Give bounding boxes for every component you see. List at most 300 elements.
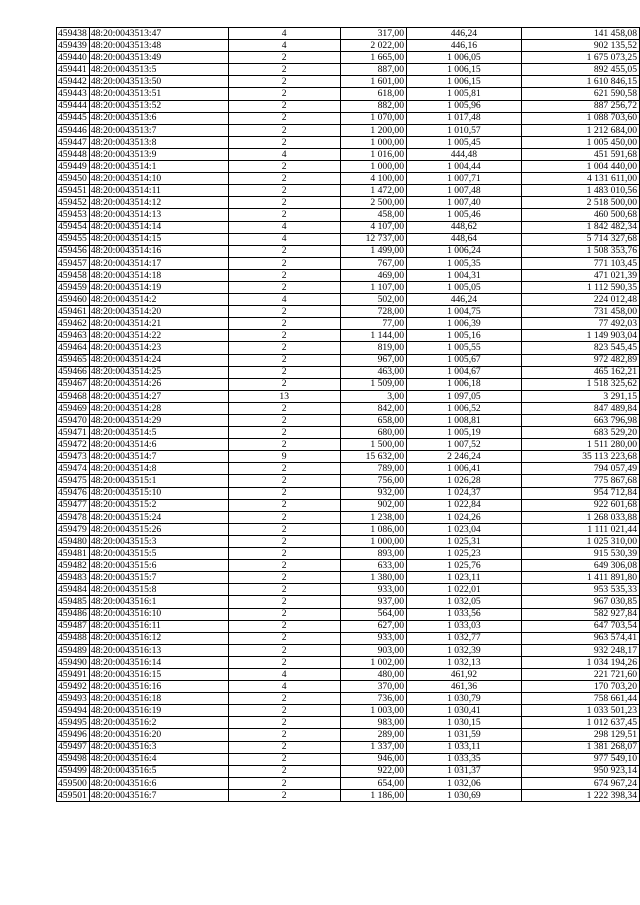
row-number-cell: 459467: [57, 378, 90, 390]
specific-value-cell: 1 033,35: [407, 753, 522, 765]
cadastral-value-cell: 1 025 310,00: [521, 535, 639, 547]
area-cell: 15 632,00: [340, 451, 406, 463]
cadastral-number-cell: 48:20:0043516:10: [89, 608, 228, 620]
row-number-cell: 459454: [57, 221, 90, 233]
category-code-cell: 2: [228, 76, 340, 88]
table-body: [57, 28, 640, 802]
specific-value-cell: 1 032,06: [407, 777, 522, 789]
table-row: [57, 148, 640, 160]
area-cell: 819,00: [340, 342, 406, 354]
cadastral-number-cell: 48:20:0043513:7: [89, 124, 228, 136]
area-cell: 882,00: [340, 100, 406, 112]
row-number-cell: 459459: [57, 281, 90, 293]
area-cell: 756,00: [340, 475, 406, 487]
specific-value-cell: 1 025,23: [407, 548, 522, 560]
cadastral-number-cell: 48:20:0043513:48: [89, 40, 228, 52]
row-number-cell: 459493: [57, 693, 90, 705]
area-cell: 937,00: [340, 596, 406, 608]
row-number-cell: 459452: [57, 197, 90, 209]
category-code-cell: 2: [228, 318, 340, 330]
area-cell: 1 070,00: [340, 112, 406, 124]
specific-value-cell: 1 004,67: [407, 366, 522, 378]
row-number-cell: 459443: [57, 88, 90, 100]
table-row: [57, 378, 640, 390]
category-code-cell: 2: [228, 693, 340, 705]
row-number-cell: 459498: [57, 753, 90, 765]
table-row: [57, 487, 640, 499]
area-cell: 317,00: [340, 28, 406, 40]
category-code-cell: 2: [228, 584, 340, 596]
specific-value-cell: 1 022,01: [407, 584, 522, 596]
specific-value-cell: 1 006,52: [407, 402, 522, 414]
specific-value-cell: 1 004,44: [407, 161, 522, 173]
cadastral-number-cell: 48:20:0043516:14: [89, 656, 228, 668]
specific-value-cell: 1 007,71: [407, 173, 522, 185]
category-code-cell: 2: [228, 366, 340, 378]
specific-value-cell: 1 030,41: [407, 705, 522, 717]
table-row: [57, 681, 640, 693]
category-code-cell: 2: [228, 596, 340, 608]
row-number-cell: 459478: [57, 511, 90, 523]
cadastral-number-cell: 48:20:0043515:5: [89, 548, 228, 560]
specific-value-cell: 2 246,24: [407, 451, 522, 463]
row-number-cell: 459451: [57, 185, 90, 197]
table-row: [57, 596, 640, 608]
specific-value-cell: 1 031,37: [407, 765, 522, 777]
table-row: [57, 257, 640, 269]
table-row: [57, 584, 640, 596]
table-row: [57, 765, 640, 777]
area-cell: 1 380,00: [340, 572, 406, 584]
area-cell: 767,00: [340, 257, 406, 269]
specific-value-cell: 1 006,24: [407, 245, 522, 257]
category-code-cell: 2: [228, 463, 340, 475]
cadastral-value-cell: 2 518 500,00: [521, 197, 639, 209]
table-row: [57, 233, 640, 245]
cadastral-value-cell: 972 482,89: [521, 354, 639, 366]
area-cell: 1 509,00: [340, 378, 406, 390]
cadastral-value-cell: 823 545,45: [521, 342, 639, 354]
specific-value-cell: 1 032,39: [407, 644, 522, 656]
row-number-cell: 459458: [57, 269, 90, 281]
category-code-cell: 2: [228, 306, 340, 318]
specific-value-cell: 1 032,05: [407, 596, 522, 608]
category-code-cell: 2: [228, 173, 340, 185]
cadastral-value-cell: 1 511 280,00: [521, 439, 639, 451]
cadastral-value-cell: 1 149 903,04: [521, 330, 639, 342]
specific-value-cell: 461,36: [407, 681, 522, 693]
category-code-cell: 2: [228, 717, 340, 729]
row-number-cell: 459479: [57, 523, 90, 535]
cadastral-value-cell: 963 574,41: [521, 632, 639, 644]
area-cell: 1 499,00: [340, 245, 406, 257]
category-code-cell: 2: [228, 644, 340, 656]
cadastral-value-cell: 1 842 482,34: [521, 221, 639, 233]
category-code-cell: 4: [228, 221, 340, 233]
area-cell: 903,00: [340, 644, 406, 656]
specific-value-cell: 1 017,48: [407, 112, 522, 124]
specific-value-cell: 1 033,11: [407, 741, 522, 753]
cadastral-value-table: [56, 27, 640, 802]
area-cell: 480,00: [340, 668, 406, 680]
cadastral-number-cell: 48:20:0043513:50: [89, 76, 228, 88]
cadastral-number-cell: 48:20:0043514:26: [89, 378, 228, 390]
cadastral-value-cell: 1 012 637,45: [521, 717, 639, 729]
cadastral-value-cell: 892 455,05: [521, 64, 639, 76]
table-row: [57, 354, 640, 366]
row-number-cell: 459473: [57, 451, 90, 463]
table-row: [57, 608, 640, 620]
row-number-cell: 459446: [57, 124, 90, 136]
cadastral-number-cell: 48:20:0043514:14: [89, 221, 228, 233]
table-row: [57, 209, 640, 221]
table-row: [57, 439, 640, 451]
area-cell: 4 100,00: [340, 173, 406, 185]
table-row: [57, 342, 640, 354]
area-cell: 789,00: [340, 463, 406, 475]
category-code-cell: 4: [228, 681, 340, 693]
area-cell: 1 003,00: [340, 705, 406, 717]
cadastral-value-cell: 758 661,44: [521, 693, 639, 705]
table-row: [57, 475, 640, 487]
cadastral-number-cell: 48:20:0043513:52: [89, 100, 228, 112]
category-code-cell: 2: [228, 269, 340, 281]
area-cell: 1 000,00: [340, 136, 406, 148]
category-code-cell: 2: [228, 342, 340, 354]
row-number-cell: 459500: [57, 777, 90, 789]
table-row: [57, 717, 640, 729]
cadastral-value-cell: 221 721,60: [521, 668, 639, 680]
category-code-cell: 2: [228, 378, 340, 390]
row-number-cell: 459501: [57, 789, 90, 801]
row-number-cell: 459476: [57, 487, 90, 499]
category-code-cell: 4: [228, 668, 340, 680]
table-row: [57, 463, 640, 475]
row-number-cell: 459462: [57, 318, 90, 330]
table-row: [57, 281, 640, 293]
specific-value-cell: 1 024,37: [407, 487, 522, 499]
specific-value-cell: 1 031,59: [407, 729, 522, 741]
area-cell: 1 601,00: [340, 76, 406, 88]
row-number-cell: 459492: [57, 681, 90, 693]
specific-value-cell: 1 006,15: [407, 76, 522, 88]
cadastral-number-cell: 48:20:0043514:27: [89, 390, 228, 402]
table-row: [57, 366, 640, 378]
area-cell: 3,00: [340, 390, 406, 402]
cadastral-number-cell: 48:20:0043516:7: [89, 789, 228, 801]
row-number-cell: 459489: [57, 644, 90, 656]
specific-value-cell: 448,62: [407, 221, 522, 233]
cadastral-value-cell: 771 103,45: [521, 257, 639, 269]
row-number-cell: 459457: [57, 257, 90, 269]
cadastral-number-cell: 48:20:0043514:16: [89, 245, 228, 257]
cadastral-value-cell: 1 518 325,62: [521, 378, 639, 390]
specific-value-cell: 1 032,77: [407, 632, 522, 644]
specific-value-cell: 1 006,15: [407, 64, 522, 76]
area-cell: 728,00: [340, 306, 406, 318]
row-number-cell: 459455: [57, 233, 90, 245]
cadastral-number-cell: 48:20:0043516:3: [89, 741, 228, 753]
specific-value-cell: 1 007,52: [407, 439, 522, 451]
specific-value-cell: 1 004,31: [407, 269, 522, 281]
cadastral-value-cell: 932 248,17: [521, 644, 639, 656]
cadastral-number-cell: 48:20:0043513:51: [89, 88, 228, 100]
specific-value-cell: 1 006,39: [407, 318, 522, 330]
row-number-cell: 459496: [57, 729, 90, 741]
area-cell: 1 000,00: [340, 161, 406, 173]
table-row: [57, 269, 640, 281]
cadastral-number-cell: 48:20:0043513:49: [89, 52, 228, 64]
row-number-cell: 459497: [57, 741, 90, 753]
cadastral-number-cell: 48:20:0043515:8: [89, 584, 228, 596]
specific-value-cell: 1 030,69: [407, 789, 522, 801]
table-row: [57, 535, 640, 547]
row-number-cell: 459484: [57, 584, 90, 596]
category-code-cell: 4: [228, 233, 340, 245]
category-code-cell: 2: [228, 88, 340, 100]
table-row: [57, 632, 640, 644]
cadastral-value-cell: 5 714 327,68: [521, 233, 639, 245]
table-row: [57, 427, 640, 439]
table-row: [57, 572, 640, 584]
specific-value-cell: 1 023,04: [407, 523, 522, 535]
cadastral-number-cell: 48:20:0043516:20: [89, 729, 228, 741]
cadastral-value-cell: 967 030,85: [521, 596, 639, 608]
cadastral-number-cell: 48:20:0043516:1: [89, 596, 228, 608]
specific-value-cell: 1 005,55: [407, 342, 522, 354]
specific-value-cell: 446,24: [407, 294, 522, 306]
area-cell: 1 186,00: [340, 789, 406, 801]
category-code-cell: 2: [228, 197, 340, 209]
category-code-cell: 2: [228, 124, 340, 136]
row-number-cell: 459439: [57, 40, 90, 52]
category-code-cell: 2: [228, 136, 340, 148]
category-code-cell: 2: [228, 257, 340, 269]
row-number-cell: 459461: [57, 306, 90, 318]
area-cell: 946,00: [340, 753, 406, 765]
cadastral-value-cell: 731 458,00: [521, 306, 639, 318]
table-row: [57, 656, 640, 668]
specific-value-cell: 1 023,11: [407, 572, 522, 584]
table-row: [57, 390, 640, 402]
row-number-cell: 459448: [57, 148, 90, 160]
category-code-cell: 2: [228, 439, 340, 451]
cadastral-value-cell: 621 590,58: [521, 88, 639, 100]
area-cell: 902,00: [340, 499, 406, 511]
cadastral-number-cell: 48:20:0043515:6: [89, 560, 228, 572]
specific-value-cell: 1 004,75: [407, 306, 522, 318]
cadastral-value-cell: 794 057,49: [521, 463, 639, 475]
area-cell: 658,00: [340, 415, 406, 427]
row-number-cell: 459466: [57, 366, 90, 378]
category-code-cell: 2: [228, 572, 340, 584]
area-cell: 1 000,00: [340, 535, 406, 547]
cadastral-value-cell: 1 483 010,56: [521, 185, 639, 197]
table-row: [57, 197, 640, 209]
cadastral-number-cell: 48:20:0043514:17: [89, 257, 228, 269]
cadastral-number-cell: 48:20:0043516:15: [89, 668, 228, 680]
category-code-cell: 9: [228, 451, 340, 463]
specific-value-cell: 1 024,26: [407, 511, 522, 523]
table-row: [57, 88, 640, 100]
category-code-cell: 2: [228, 245, 340, 257]
cadastral-value-cell: 649 306,08: [521, 560, 639, 572]
table-row: [57, 28, 640, 40]
category-code-cell: 2: [228, 427, 340, 439]
cadastral-number-cell: 48:20:0043514:25: [89, 366, 228, 378]
cadastral-number-cell: 48:20:0043515:26: [89, 523, 228, 535]
cadastral-number-cell: 48:20:0043515:2: [89, 499, 228, 511]
cadastral-number-cell: 48:20:0043516:6: [89, 777, 228, 789]
row-number-cell: 459481: [57, 548, 90, 560]
area-cell: 627,00: [340, 620, 406, 632]
cadastral-number-cell: 48:20:0043516:5: [89, 765, 228, 777]
category-code-cell: 2: [228, 499, 340, 511]
area-cell: 633,00: [340, 560, 406, 572]
specific-value-cell: 461,92: [407, 668, 522, 680]
category-code-cell: 2: [228, 705, 340, 717]
row-number-cell: 459442: [57, 76, 90, 88]
area-cell: 2 500,00: [340, 197, 406, 209]
specific-value-cell: 1 005,81: [407, 88, 522, 100]
category-code-cell: 2: [228, 560, 340, 572]
area-cell: 469,00: [340, 269, 406, 281]
table-row: [57, 560, 640, 572]
cadastral-number-cell: 48:20:0043514:10: [89, 173, 228, 185]
cadastral-value-cell: 35 113 223,68: [521, 451, 639, 463]
table-row: [57, 499, 640, 511]
table-row: [57, 294, 640, 306]
row-number-cell: 459470: [57, 415, 90, 427]
cadastral-number-cell: 48:20:0043514:21: [89, 318, 228, 330]
cadastral-value-cell: 1 005 450,00: [521, 136, 639, 148]
specific-value-cell: 1 005,46: [407, 209, 522, 221]
area-cell: 77,00: [340, 318, 406, 330]
cadastral-value-cell: 224 012,48: [521, 294, 639, 306]
area-cell: 680,00: [340, 427, 406, 439]
area-cell: 1 086,00: [340, 523, 406, 535]
specific-value-cell: 1 005,19: [407, 427, 522, 439]
row-number-cell: 459472: [57, 439, 90, 451]
cadastral-value-cell: 902 135,52: [521, 40, 639, 52]
cadastral-value-cell: 977 549,10: [521, 753, 639, 765]
row-number-cell: 459488: [57, 632, 90, 644]
area-cell: 983,00: [340, 717, 406, 729]
specific-value-cell: 1 006,05: [407, 52, 522, 64]
row-number-cell: 459465: [57, 354, 90, 366]
cadastral-value-cell: 1 212 684,00: [521, 124, 639, 136]
specific-value-cell: 1 007,48: [407, 185, 522, 197]
cadastral-number-cell: 48:20:0043516:19: [89, 705, 228, 717]
cadastral-number-cell: 48:20:0043514:24: [89, 354, 228, 366]
specific-value-cell: 1 005,05: [407, 281, 522, 293]
cadastral-number-cell: 48:20:0043513:6: [89, 112, 228, 124]
table-row: [57, 112, 640, 124]
row-number-cell: 459485: [57, 596, 90, 608]
specific-value-cell: 1 026,28: [407, 475, 522, 487]
specific-value-cell: 1 010,57: [407, 124, 522, 136]
table-row: [57, 789, 640, 801]
cadastral-value-cell: 953 535,33: [521, 584, 639, 596]
area-cell: 463,00: [340, 366, 406, 378]
cadastral-number-cell: 48:20:0043514:23: [89, 342, 228, 354]
category-code-cell: 2: [228, 100, 340, 112]
category-code-cell: 2: [228, 753, 340, 765]
area-cell: 1 238,00: [340, 511, 406, 523]
cadastral-number-cell: 48:20:0043516:13: [89, 644, 228, 656]
specific-value-cell: 1 030,79: [407, 693, 522, 705]
table-row: [57, 753, 640, 765]
row-number-cell: 459499: [57, 765, 90, 777]
cadastral-number-cell: 48:20:0043515:7: [89, 572, 228, 584]
specific-value-cell: 1 097,05: [407, 390, 522, 402]
cadastral-number-cell: 48:20:0043515:24: [89, 511, 228, 523]
row-number-cell: 459440: [57, 52, 90, 64]
category-code-cell: 2: [228, 402, 340, 414]
table-row: [57, 668, 640, 680]
category-code-cell: 2: [228, 354, 340, 366]
category-code-cell: 2: [228, 765, 340, 777]
cadastral-value-cell: 1 268 033,88: [521, 511, 639, 523]
row-number-cell: 459445: [57, 112, 90, 124]
cadastral-number-cell: 48:20:0043514:8: [89, 463, 228, 475]
category-code-cell: 13: [228, 390, 340, 402]
table-row: [57, 161, 640, 173]
row-number-cell: 459468: [57, 390, 90, 402]
row-number-cell: 459456: [57, 245, 90, 257]
table-row: [57, 402, 640, 414]
cadastral-value-cell: 915 530,39: [521, 548, 639, 560]
specific-value-cell: 1 033,03: [407, 620, 522, 632]
table-row: [57, 705, 640, 717]
cadastral-value-cell: 1 004 440,00: [521, 161, 639, 173]
specific-value-cell: 1 025,76: [407, 560, 522, 572]
cadastral-number-cell: 48:20:0043514:1: [89, 161, 228, 173]
area-cell: 564,00: [340, 608, 406, 620]
area-cell: 2 022,00: [340, 40, 406, 52]
cadastral-value-cell: 775 867,68: [521, 475, 639, 487]
row-number-cell: 459469: [57, 402, 90, 414]
row-number-cell: 459474: [57, 463, 90, 475]
table-row: [57, 306, 640, 318]
row-number-cell: 459449: [57, 161, 90, 173]
specific-value-cell: 1 032,13: [407, 656, 522, 668]
cadastral-number-cell: 48:20:0043514:18: [89, 269, 228, 281]
row-number-cell: 459486: [57, 608, 90, 620]
table-row: [57, 415, 640, 427]
cadastral-value-cell: 1 088 703,60: [521, 112, 639, 124]
row-number-cell: 459441: [57, 64, 90, 76]
area-cell: 1 200,00: [340, 124, 406, 136]
table-row: [57, 173, 640, 185]
category-code-cell: 2: [228, 209, 340, 221]
category-code-cell: 2: [228, 487, 340, 499]
cadastral-value-cell: 647 703,54: [521, 620, 639, 632]
cadastral-number-cell: 48:20:0043516:11: [89, 620, 228, 632]
specific-value-cell: 1 008,81: [407, 415, 522, 427]
category-code-cell: 2: [228, 741, 340, 753]
cadastral-value-cell: 954 712,84: [521, 487, 639, 499]
specific-value-cell: 1 006,18: [407, 378, 522, 390]
cadastral-value-cell: 451 591,68: [521, 148, 639, 160]
table-row: [57, 124, 640, 136]
area-cell: 1 665,00: [340, 52, 406, 64]
table-row: [57, 221, 640, 233]
cadastral-number-cell: 48:20:0043514:5: [89, 427, 228, 439]
category-code-cell: 2: [228, 415, 340, 427]
area-cell: 893,00: [340, 548, 406, 560]
area-cell: 842,00: [340, 402, 406, 414]
